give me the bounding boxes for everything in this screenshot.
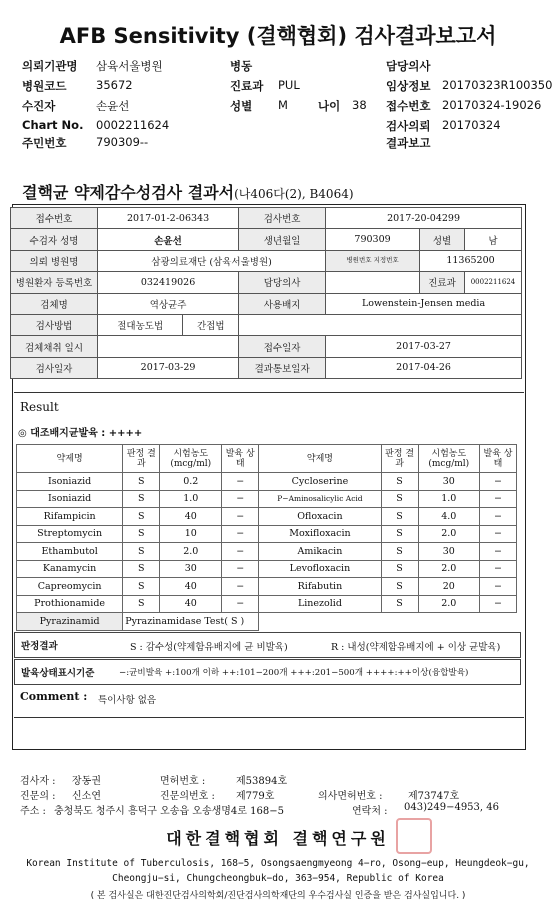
cell-res: S [123, 490, 160, 508]
cell-drug: Amikacin [259, 543, 381, 561]
cell-drug: Streptomycin [17, 525, 123, 543]
cell-res: S [381, 508, 418, 526]
cell-label: 의뢰 병원명 [11, 250, 98, 271]
judgement-s: S : 감수성(약제함유배지에 균 비발육) [130, 642, 288, 653]
cell-drug: Cycloserine [259, 473, 381, 491]
cell-conc: 40 [160, 595, 222, 613]
cell-conc: 20 [418, 578, 480, 596]
cell-drug: Prothionamide [17, 595, 123, 613]
license2-label: 진문의번호 : [160, 791, 215, 802]
cell-growth: − [480, 560, 517, 578]
value-clinical-info: 20170323R100350 [442, 78, 553, 92]
cell-test-date: 2017-03-29 [98, 357, 239, 378]
license1: 제53894호 [236, 776, 288, 787]
institute-address-en-2: Cheongju−si, Chungcheongbuk−do, 363−954, Republic of Korea [112, 873, 444, 884]
label-chart-no: Chart No. [22, 118, 84, 132]
cell-label: 생년월일 [239, 229, 326, 250]
license2: 제779호 [236, 791, 275, 802]
cell-label: 결과통보일자 [239, 357, 326, 378]
cell-drug: P−Aminosalicylic Acid [259, 490, 381, 508]
examiner-label: 검사자 : [20, 776, 56, 787]
value-hospital-code: 35672 [96, 78, 133, 92]
label-department: 진료과 [230, 79, 264, 93]
cell-label: 병원환자 등록번호 [11, 272, 98, 293]
cell-label: 검체채취 일시 [11, 336, 98, 357]
cell-drug: Capreomycin [17, 578, 123, 596]
comment-label: Comment : [20, 690, 88, 703]
cell-receipt-no: 2017-01-2-06343 [98, 208, 239, 229]
cell-res: S [381, 595, 418, 613]
cell-growth: − [222, 508, 259, 526]
license3-label: 의사면허번호 : [318, 791, 383, 802]
cell-method-a: 절대농도법 [98, 314, 183, 335]
cell-hospital: 삼광의료재단 (삼육서울병원) [98, 250, 326, 271]
cell-method-b: 간접법 [183, 314, 239, 335]
phone: 043)249−4953, 46 [404, 802, 499, 813]
cell-growth: − [222, 578, 259, 596]
judgement-legend [14, 632, 521, 658]
value-patient: 손윤선 [96, 99, 130, 113]
cell-res: S [381, 578, 418, 596]
cell-conc: 1.0 [160, 490, 222, 508]
cell-growth: − [480, 543, 517, 561]
cell-conc: 10 [160, 525, 222, 543]
report-heading-text: 결핵균 약제감수성검사 결과서 [22, 183, 235, 202]
comment-text: 특이사항 없음 [98, 695, 157, 706]
cell-growth: − [480, 525, 517, 543]
report-info-table [10, 207, 522, 379]
col-growth: 발육 상태 [480, 445, 517, 473]
value-requesting-org: 삼육서울병원 [96, 59, 163, 73]
col-conc: 시험농도 (mcg/ml) [160, 445, 222, 473]
cell-collect [98, 336, 239, 357]
institute-address-en-1: Korean Institute of Tuberculosis, 168−5, Osongsaengmyeong 4−ro, Osong−eup, Heungdeok−gu, [26, 858, 530, 869]
cell-res: S [381, 525, 418, 543]
value-request-date: 20170324 [442, 118, 501, 132]
cell-res: S [381, 543, 418, 561]
judgement-r: R : 내성(약제함유배지에 + 이상 균발육) [331, 642, 501, 653]
label-patient: 수진자 [22, 99, 56, 113]
cell-res: S [381, 560, 418, 578]
col-drug: 약제명 [259, 445, 381, 473]
examiner: 장동권 [72, 776, 101, 787]
table-row [17, 560, 517, 578]
cell-report-date: 2017-04-26 [326, 357, 522, 378]
license3: 제73747호 [408, 791, 460, 802]
cell-test-no: 2017-20-04299 [326, 208, 522, 229]
cell-growth: − [222, 525, 259, 543]
value-age: 38 [352, 98, 367, 112]
cell-res: S [123, 473, 160, 491]
cell-growth: − [480, 508, 517, 526]
label-doctor: 담당의사 [386, 59, 431, 73]
cell-growth: − [222, 490, 259, 508]
cell-specimen: 역상균주 [98, 293, 239, 314]
cell-label: 접수일자 [239, 336, 326, 357]
reviewer-label: 진문의 : [20, 791, 56, 802]
cell-label: 검사일자 [11, 357, 98, 378]
growth-legend [14, 659, 521, 685]
cell-conc: 30 [418, 473, 480, 491]
growth-text: −:균비발육 +:100개 이하 ++:101−200개 +++:201−500개 ++++:++이상(융합발육) [119, 668, 469, 678]
cell-growth: − [480, 490, 517, 508]
cell-hospital-no: 11365200 [420, 250, 522, 271]
cell-dept: 0002211624 [465, 272, 522, 293]
cell-empty [259, 613, 517, 631]
cell-conc: 30 [418, 543, 480, 561]
cell-res: S [123, 578, 160, 596]
cell-pza-result: Pyrazinamidase Test( S ) [123, 613, 259, 631]
cell-conc: 2.0 [418, 595, 480, 613]
cell-drug: Isoniazid [17, 473, 123, 491]
cell-conc: 2.0 [418, 560, 480, 578]
cell-label: 접수번호 [11, 208, 98, 229]
col-growth: 발육 상태 [222, 445, 259, 473]
cell-res: S [123, 543, 160, 561]
cell-res: S [123, 595, 160, 613]
cell-label: 검사번호 [239, 208, 326, 229]
label-result-report: 결과보고 [386, 136, 431, 150]
cell-sex: 남 [465, 229, 522, 250]
cell-drug: Moxifloxacin [259, 525, 381, 543]
cell-label: 사용배지 [239, 293, 326, 314]
table-row [17, 490, 517, 508]
cell-drug: Rifabutin [259, 578, 381, 596]
col-drug: 약제명 [17, 445, 123, 473]
cell-res: S [381, 490, 418, 508]
cell-patient-no: 032419026 [98, 272, 239, 293]
growth-label: 발육상태표시기준 [21, 668, 95, 679]
cell-conc: 40 [160, 508, 222, 526]
cell-drug: Ofloxacin [259, 508, 381, 526]
result-label: Result [20, 400, 59, 414]
table-row [17, 543, 517, 561]
certification-notice: ( 본 검사실은 대한진단검사의학회/진단검사의학재단의 우수검사실 인증을 받은 검사실입니다. ) [90, 891, 466, 901]
cell-drug: Levofloxacin [259, 560, 381, 578]
label-ward: 병동 [230, 59, 253, 73]
label-hospital-code: 병원코드 [22, 79, 67, 93]
cell-drug: Linezolid [259, 595, 381, 613]
address-label: 주소 : [20, 806, 46, 817]
value-receipt-no: 20170324-19026 [442, 98, 542, 112]
cell-growth: − [222, 473, 259, 491]
table-row [17, 473, 517, 491]
phone-label: 연락처 : [352, 806, 388, 817]
license1-label: 면허번호 : [160, 776, 206, 787]
value-sex: M [278, 98, 288, 112]
reviewer: 신소연 [72, 791, 101, 802]
cell-drug: Rifampicin [17, 508, 123, 526]
col-result: 판정 결과 [123, 445, 160, 473]
label-sex: 성별 [230, 99, 253, 113]
col-result: 판정 결과 [381, 445, 418, 473]
label-age: 나이 [318, 99, 341, 113]
cell-birth: 790309 [326, 229, 420, 250]
cell-growth: − [480, 578, 517, 596]
table-row [17, 508, 517, 526]
cell-label: 담당의사 [239, 272, 326, 293]
value-chart-no: 0002211624 [96, 118, 170, 132]
cell-drug: Ethambutol [17, 543, 123, 561]
col-conc: 시험농도 (mcg/ml) [418, 445, 480, 473]
table-header-row [17, 445, 517, 473]
cell-label: 검사방법 [11, 314, 98, 335]
label-clinical-info: 임상정보 [386, 79, 431, 93]
institute-name: 대한결핵협회 결핵연구원 [166, 829, 390, 848]
cell-label: 수검자 성명 [11, 229, 98, 250]
report-heading [22, 180, 354, 203]
address: 충청북도 청주시 흥덕구 오송읍 오송생명4로 168−5 [54, 806, 284, 817]
cell-res: S [123, 560, 160, 578]
cell-accept: 2017-03-27 [326, 336, 522, 357]
cell-growth: − [480, 595, 517, 613]
table-row [17, 525, 517, 543]
cell-res: S [123, 525, 160, 543]
cell-res: S [381, 473, 418, 491]
cell-medium: Lowenstein-Jensen media [326, 293, 522, 314]
cell-label: 성별 [420, 229, 465, 250]
judgement-label: 판정결과 [21, 641, 58, 652]
cell-drug: Kanamycin [17, 560, 123, 578]
report-heading-sub: (나406다(2), B4064) [234, 187, 354, 201]
cell-label: 검체명 [11, 293, 98, 314]
cell-subject-name: 손윤선 [98, 229, 239, 250]
cell-conc: 4.0 [418, 508, 480, 526]
table-row-pza [17, 613, 517, 631]
table-row [17, 578, 517, 596]
cell-growth: − [222, 543, 259, 561]
cell-growth: − [222, 595, 259, 613]
cell-label: 병원번호 지정번호 [326, 250, 420, 271]
cell-doctor [326, 272, 420, 293]
cell-conc: 2.0 [418, 525, 480, 543]
cell-conc: 1.0 [418, 490, 480, 508]
cell-growth: − [480, 473, 517, 491]
susceptibility-table [16, 444, 517, 631]
cell-conc: 2.0 [160, 543, 222, 561]
control-growth: ◎ 대조배지균발육 : ++++ [18, 428, 143, 439]
cell-label: 진료과 [420, 272, 465, 293]
label-request-date: 검사의뢰 [386, 119, 431, 133]
label-requesting-org: 의뢰기관명 [22, 59, 78, 73]
cell-growth: − [222, 560, 259, 578]
cell-empty [239, 314, 522, 335]
cell-conc: 30 [160, 560, 222, 578]
label-resident-no: 주민번호 [22, 136, 67, 150]
cell-drug: Isoniazid [17, 490, 123, 508]
page-title: AFB Sensitivity (결핵협회) 검사결과보고서 [59, 24, 497, 48]
value-resident-no: 790309-- [96, 135, 149, 149]
cell-conc: 0.2 [160, 473, 222, 491]
cell-drug: Pyrazinamid [17, 613, 123, 631]
table-row [17, 595, 517, 613]
label-receipt-no: 접수번호 [386, 99, 431, 113]
cell-res: S [123, 508, 160, 526]
value-department: PUL [278, 78, 300, 92]
cell-conc: 40 [160, 578, 222, 596]
